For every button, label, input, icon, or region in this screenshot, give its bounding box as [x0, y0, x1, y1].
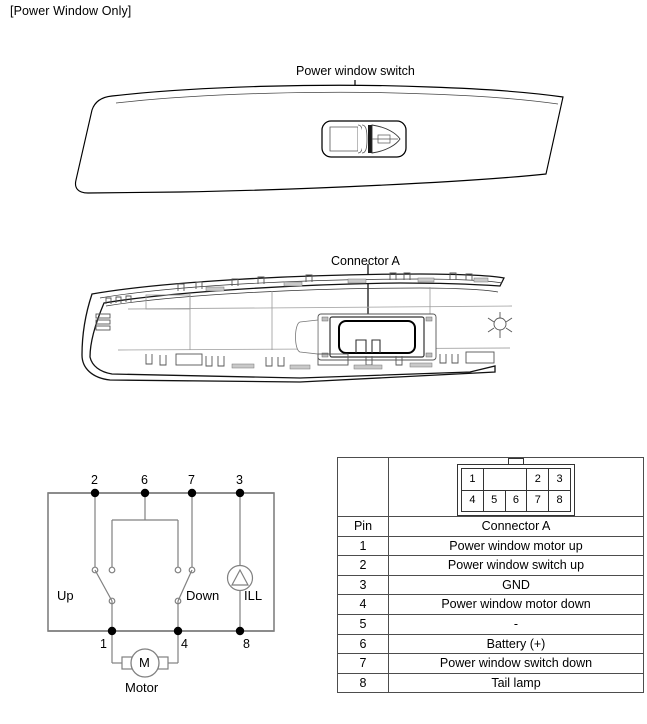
pin-table-header-connector: Connector A [389, 517, 644, 537]
table-row [338, 575, 644, 595]
pin-description: - [389, 614, 644, 634]
circuit-pin-label-3: 3 [236, 473, 243, 487]
connector-face-cell [389, 458, 644, 517]
connector-pin-cell-5: 5 [483, 490, 505, 512]
pin-number: 2 [338, 556, 389, 576]
pin-number: 1 [338, 536, 389, 556]
connector-pin-cell-7: 7 [527, 490, 549, 512]
pin-number: 7 [338, 654, 389, 674]
connector-pin-cell-1: 1 [462, 469, 484, 491]
circuit-pin-label-6: 6 [141, 473, 148, 487]
connector-pin-grid [461, 468, 571, 512]
connector-pin-cell-blank [483, 469, 527, 491]
connector-body-outline [457, 464, 575, 516]
circuit-pin-label-1: 1 [100, 637, 107, 651]
circuit-pin-label-7: 7 [188, 473, 195, 487]
pin-description: GND [389, 575, 644, 595]
pin-number: 6 [338, 634, 389, 654]
pin-description: Power window switch up [389, 556, 644, 576]
callout-label-connector-a: Connector A [331, 254, 400, 268]
connector-face-spacer-cell [338, 458, 389, 517]
callout-label-power-window-switch: Power window switch [296, 64, 415, 78]
pin-table-header-row [338, 517, 644, 537]
pin-number: 3 [338, 575, 389, 595]
circuit-diagram-power-window-switch [30, 460, 330, 710]
circuit-pin-label-2: 2 [91, 473, 98, 487]
circuit-label-motor-symbol: M [139, 655, 150, 670]
pin-description: Power window motor up [389, 536, 644, 556]
switch-contact-up [92, 567, 115, 631]
pin-number: 4 [338, 595, 389, 615]
connector-pin-cell-8: 8 [549, 490, 571, 512]
connector-pin-grid-bottom-row [462, 490, 571, 512]
circuit-label-down: Down [186, 588, 220, 603]
connector-pin-cell-6: 6 [505, 490, 527, 512]
connector-pin-table-container [337, 457, 643, 693]
pin-table-header-pin: Pin [338, 517, 389, 537]
table-row [338, 536, 644, 556]
circuit-label-motor: Motor [125, 680, 159, 695]
table-row [338, 634, 644, 654]
connector-a-housing [296, 314, 437, 360]
power-window-switch-assembly [322, 121, 406, 157]
table-row [338, 595, 644, 615]
figure-door-trim-rear [0, 262, 647, 402]
connector-pin-table [337, 457, 644, 693]
connector-face-row [338, 458, 644, 517]
table-row [338, 556, 644, 576]
circuit-wires-top [95, 493, 240, 570]
connector-pin-cell-3: 3 [549, 469, 571, 491]
pin-description: Power window switch down [389, 654, 644, 674]
pin-description: Battery (+) [389, 634, 644, 654]
pin-number: 8 [338, 673, 389, 693]
table-row [338, 654, 644, 674]
door-trim-outline [76, 85, 564, 193]
connector-pin-cell-4: 4 [462, 490, 484, 512]
table-row [338, 614, 644, 634]
pin-description: Tail lamp [389, 673, 644, 693]
page-title: [Power Window Only] [10, 4, 132, 18]
table-row [338, 673, 644, 693]
trim-grommet [488, 312, 512, 338]
connector-face-diagram [457, 458, 575, 516]
circuit-pin-label-8: 8 [243, 637, 250, 651]
figure-door-trim-front [0, 78, 647, 218]
circuit-pin-label-4: 4 [181, 637, 188, 651]
circuit-label-ill: ILL [244, 588, 263, 603]
connector-pin-grid-top-row [462, 469, 571, 491]
connector-pin-cell-2: 2 [527, 469, 549, 491]
circuit-label-up: Up [57, 588, 74, 603]
pin-number: 5 [338, 614, 389, 634]
pin-description: Power window motor down [389, 595, 644, 615]
circuit-common-bus [112, 520, 178, 570]
